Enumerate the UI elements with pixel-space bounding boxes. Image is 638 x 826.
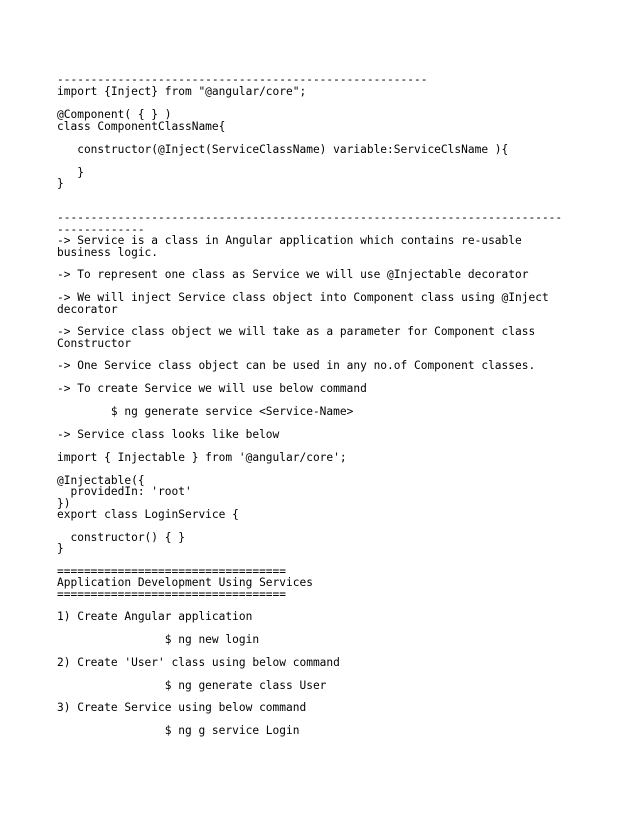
separator-line: ------------- [57,223,145,236]
step-line: 3) Create Service using below command [57,701,307,714]
code-line-decorator: @Component( { } ) [57,108,172,121]
separator-line: ================================== [57,565,287,578]
code-line-import: import {Inject} from "@angular/core"; [57,85,307,98]
section-heading: Application Development Using Services [57,576,313,589]
note-line: -> Service class looks like below [57,428,280,441]
code-line-brace: } [57,166,84,179]
command-line: $ ng new login [57,633,260,646]
command-line: $ ng generate class User [57,679,327,692]
step-line: 1) Create Angular application [57,610,253,623]
step-line: 2) Create 'User' class using below command [57,656,340,669]
separator-line: ================================== [57,588,287,601]
code-line-brace: } [57,542,64,555]
command-line: $ ng g service Login [57,724,300,737]
code-line-option: providedIn: 'root' [57,485,192,498]
note-line: -> To create Service we will use below command [57,382,367,395]
command-line: $ ng generate service <Service-Name> [57,405,354,418]
note-line: -> We will inject Service class object into Component class using @Inject [57,291,549,304]
note-line: -> To represent one class as Service we will use @Injectable decorator [57,268,529,281]
code-line-class: export class LoginService { [57,508,239,521]
note-line: -> One Service class object can be used in any no.of Component classes. [57,359,536,372]
note-line: -> Service class object we will take as a parameter for Component class [57,325,536,338]
separator-line: --------------------------------------------------------------------------- [57,211,563,224]
code-line-constructor: constructor() { } [57,531,185,544]
code-line-class: class ComponentClassName{ [57,120,226,133]
code-line-constructor: constructor(@Inject(ServiceClassName) variable:ServiceClsName ){ [57,143,509,156]
code-line-brace: }) [57,497,71,510]
code-line-brace: } [57,177,64,190]
code-line-import: import { Injectable } from '@angular/core'; [57,451,347,464]
note-line: Constructor [57,337,132,350]
note-line: decorator [57,303,118,316]
separator-line: ------------------------------------------------------- [57,73,428,86]
code-line-decorator: @Injectable({ [57,474,145,487]
note-line: business logic. [57,246,159,259]
note-line: -> Service is a class in Angular application which contains re-usable [57,234,522,247]
